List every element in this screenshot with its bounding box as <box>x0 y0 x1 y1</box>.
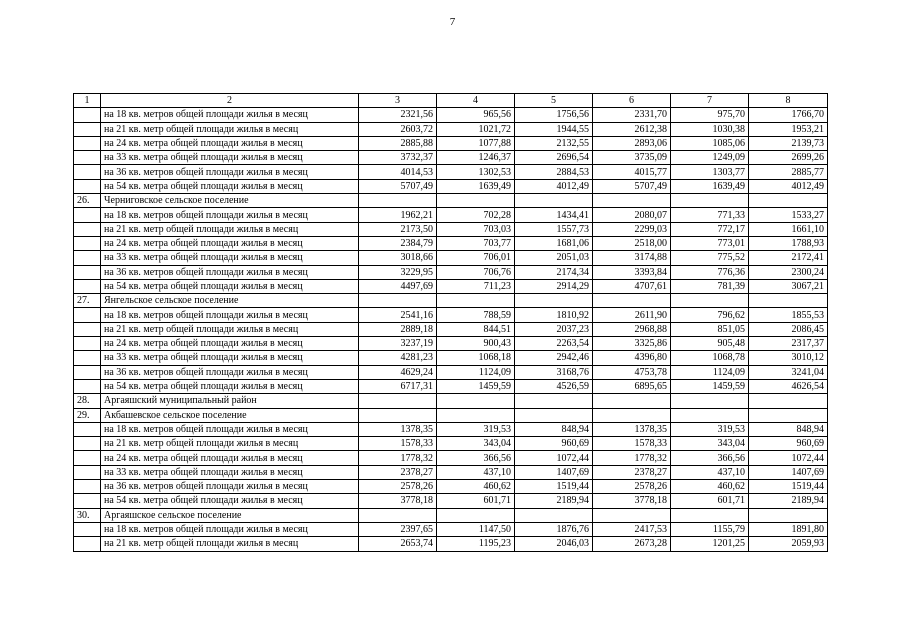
value-cell: 960,69 <box>515 437 593 451</box>
column-number: 4 <box>437 94 515 108</box>
value-cell: 703,77 <box>437 236 515 250</box>
value-cell: 4014,53 <box>359 165 437 179</box>
value-cell: 5707,49 <box>593 179 671 193</box>
row-label: на 33 кв. метра общей площади жилья в месяц <box>101 251 359 265</box>
row-number <box>74 222 101 236</box>
table-row <box>74 136 828 150</box>
table-row <box>74 437 828 451</box>
value-cell: 2578,26 <box>359 480 437 494</box>
section-title: Черниговское сельское поселение <box>101 194 359 208</box>
value-cell: 4012,49 <box>749 179 828 193</box>
value-cell: 3067,21 <box>749 279 828 293</box>
value-cell: 1756,56 <box>515 108 593 122</box>
value-cell: 2331,70 <box>593 108 671 122</box>
row-label: на 24 кв. метра общей площади жилья в месяц <box>101 136 359 150</box>
row-label: на 33 кв. метра общей площади жилья в месяц <box>101 465 359 479</box>
value-cell: 1072,44 <box>515 451 593 465</box>
value-cell: 851,05 <box>671 322 749 336</box>
value-cell: 1962,21 <box>359 208 437 222</box>
column-number: 7 <box>671 94 749 108</box>
value-cell <box>671 408 749 422</box>
row-number <box>74 236 101 250</box>
value-cell <box>593 394 671 408</box>
row-label: на 54 кв. метра общей площади жилья в месяц <box>101 494 359 508</box>
value-cell: 3174,88 <box>593 251 671 265</box>
table-row <box>74 265 828 279</box>
value-cell: 2541,16 <box>359 308 437 322</box>
value-cell: 1661,10 <box>749 222 828 236</box>
value-cell: 711,23 <box>437 279 515 293</box>
value-cell: 776,36 <box>671 265 749 279</box>
value-cell: 848,94 <box>749 422 828 436</box>
table-row <box>74 351 828 365</box>
value-cell: 1459,59 <box>671 379 749 393</box>
value-cell: 2611,90 <box>593 308 671 322</box>
table-row <box>74 379 828 393</box>
row-label: на 33 кв. метра общей площади жилья в месяц <box>101 351 359 365</box>
value-cell <box>593 194 671 208</box>
row-number <box>74 537 101 551</box>
row-label: на 54 кв. метра общей площади жилья в месяц <box>101 379 359 393</box>
value-cell: 3393,84 <box>593 265 671 279</box>
value-cell <box>749 408 828 422</box>
value-cell: 4396,80 <box>593 351 671 365</box>
value-cell <box>359 408 437 422</box>
value-cell: 1578,33 <box>593 437 671 451</box>
row-number <box>74 122 101 136</box>
value-cell: 437,10 <box>671 465 749 479</box>
value-cell: 1891,80 <box>749 522 828 536</box>
value-cell: 1195,23 <box>437 537 515 551</box>
value-cell: 4753,78 <box>593 365 671 379</box>
row-label: на 54 кв. метра общей площади жилья в месяц <box>101 179 359 193</box>
value-cell <box>359 394 437 408</box>
column-number-row <box>74 94 828 108</box>
value-cell <box>437 508 515 522</box>
row-number <box>74 179 101 193</box>
row-number: 27. <box>74 294 101 308</box>
value-cell: 3778,18 <box>359 494 437 508</box>
value-cell: 1533,27 <box>749 208 828 222</box>
value-cell: 3018,66 <box>359 251 437 265</box>
value-cell: 601,71 <box>437 494 515 508</box>
row-number <box>74 337 101 351</box>
row-number <box>74 322 101 336</box>
value-cell <box>437 194 515 208</box>
value-cell: 706,01 <box>437 251 515 265</box>
value-cell: 844,51 <box>437 322 515 336</box>
section-row <box>74 394 828 408</box>
table-row <box>74 108 828 122</box>
value-cell: 2321,56 <box>359 108 437 122</box>
value-cell: 2893,06 <box>593 136 671 150</box>
row-label: на 21 кв. метр общей площади жилья в месяц <box>101 222 359 236</box>
value-cell <box>749 294 828 308</box>
row-number: 28. <box>74 394 101 408</box>
value-cell: 1021,72 <box>437 122 515 136</box>
value-cell: 2189,94 <box>749 494 828 508</box>
value-cell: 2397,65 <box>359 522 437 536</box>
value-cell: 2417,53 <box>593 522 671 536</box>
value-cell: 1557,73 <box>515 222 593 236</box>
section-row <box>74 194 828 208</box>
value-cell: 1459,59 <box>437 379 515 393</box>
column-number: 8 <box>749 94 828 108</box>
value-cell <box>359 508 437 522</box>
value-cell: 2172,41 <box>749 251 828 265</box>
value-cell: 2885,88 <box>359 136 437 150</box>
table-row <box>74 465 828 479</box>
value-cell: 2139,73 <box>749 136 828 150</box>
value-cell: 900,43 <box>437 337 515 351</box>
value-cell <box>671 294 749 308</box>
value-cell: 775,52 <box>671 251 749 265</box>
row-number <box>74 437 101 451</box>
table-row <box>74 236 828 250</box>
value-cell: 1681,06 <box>515 236 593 250</box>
value-cell: 3735,09 <box>593 151 671 165</box>
section-row <box>74 508 828 522</box>
value-cell <box>515 508 593 522</box>
value-cell <box>515 408 593 422</box>
value-cell: 2317,37 <box>749 337 828 351</box>
value-cell: 319,53 <box>437 422 515 436</box>
value-cell: 2384,79 <box>359 236 437 250</box>
row-number <box>74 522 101 536</box>
value-cell: 366,56 <box>437 451 515 465</box>
row-label: на 54 кв. метра общей площади жилья в месяц <box>101 279 359 293</box>
value-cell: 772,17 <box>671 222 749 236</box>
section-title: Аргаяшское сельское поселение <box>101 508 359 522</box>
row-number <box>74 451 101 465</box>
value-cell: 4281,23 <box>359 351 437 365</box>
row-label: на 18 кв. метров общей площади жилья в месяц <box>101 308 359 322</box>
row-label: на 18 кв. метров общей площади жилья в месяц <box>101 522 359 536</box>
value-cell: 771,33 <box>671 208 749 222</box>
table-row <box>74 165 828 179</box>
value-cell: 1124,09 <box>437 365 515 379</box>
value-cell: 975,70 <box>671 108 749 122</box>
value-cell: 702,28 <box>437 208 515 222</box>
value-cell: 2080,07 <box>593 208 671 222</box>
row-label: на 18 кв. метров общей площади жилья в месяц <box>101 422 359 436</box>
value-cell: 706,76 <box>437 265 515 279</box>
row-label: на 21 кв. метр общей площади жилья в месяц <box>101 537 359 551</box>
value-cell: 1147,50 <box>437 522 515 536</box>
value-cell: 2914,29 <box>515 279 593 293</box>
value-cell: 965,56 <box>437 108 515 122</box>
value-cell: 4626,54 <box>749 379 828 393</box>
value-cell: 2132,55 <box>515 136 593 150</box>
value-cell: 2696,54 <box>515 151 593 165</box>
value-cell: 1124,09 <box>671 365 749 379</box>
table-row <box>74 322 828 336</box>
value-cell: 905,48 <box>671 337 749 351</box>
value-cell <box>437 408 515 422</box>
column-number: 2 <box>101 94 359 108</box>
value-cell: 319,53 <box>671 422 749 436</box>
row-label: на 24 кв. метра общей площади жилья в месяц <box>101 451 359 465</box>
row-label: на 33 кв. метра общей площади жилья в месяц <box>101 151 359 165</box>
row-label: на 24 кв. метра общей площади жилья в месяц <box>101 236 359 250</box>
value-cell: 781,39 <box>671 279 749 293</box>
value-cell: 3241,04 <box>749 365 828 379</box>
page-number: 7 <box>449 16 456 28</box>
value-cell: 2884,53 <box>515 165 593 179</box>
value-cell: 2300,24 <box>749 265 828 279</box>
table-row <box>74 451 828 465</box>
value-cell <box>437 394 515 408</box>
row-label: на 36 кв. метров общей площади жилья в месяц <box>101 265 359 279</box>
value-cell: 437,10 <box>437 465 515 479</box>
value-cell: 773,01 <box>671 236 749 250</box>
value-cell: 460,62 <box>437 480 515 494</box>
value-cell: 366,56 <box>671 451 749 465</box>
value-cell: 343,04 <box>671 437 749 451</box>
value-cell: 796,62 <box>671 308 749 322</box>
value-cell: 2699,26 <box>749 151 828 165</box>
value-cell: 1519,44 <box>515 480 593 494</box>
value-cell: 1407,69 <box>749 465 828 479</box>
value-cell: 1077,88 <box>437 136 515 150</box>
row-label: на 21 кв. метр общей площади жилья в месяц <box>101 437 359 451</box>
value-cell: 1788,93 <box>749 236 828 250</box>
value-cell: 1302,53 <box>437 165 515 179</box>
value-cell <box>671 394 749 408</box>
value-cell: 2942,46 <box>515 351 593 365</box>
value-cell: 1944,55 <box>515 122 593 136</box>
row-label: на 18 кв. метров общей площади жилья в месяц <box>101 208 359 222</box>
value-cell: 1201,25 <box>671 537 749 551</box>
table-row <box>74 122 828 136</box>
value-cell: 788,59 <box>437 308 515 322</box>
row-label: на 24 кв. метра общей площади жилья в месяц <box>101 337 359 351</box>
column-number: 5 <box>515 94 593 108</box>
section-title: Аргаяшский муниципальный район <box>101 394 359 408</box>
value-cell: 4012,49 <box>515 179 593 193</box>
tariff-table <box>73 93 828 552</box>
value-cell <box>593 294 671 308</box>
value-cell: 1303,77 <box>671 165 749 179</box>
row-number <box>74 279 101 293</box>
value-cell: 1639,49 <box>671 179 749 193</box>
value-cell: 1068,78 <box>671 351 749 365</box>
row-number <box>74 265 101 279</box>
value-cell: 2612,38 <box>593 122 671 136</box>
value-cell <box>593 508 671 522</box>
value-cell: 1855,53 <box>749 308 828 322</box>
value-cell: 4526,59 <box>515 379 593 393</box>
row-number <box>74 165 101 179</box>
row-number <box>74 308 101 322</box>
table-row <box>74 422 828 436</box>
row-number <box>74 379 101 393</box>
value-cell: 2378,27 <box>593 465 671 479</box>
row-number <box>74 136 101 150</box>
row-label: на 18 кв. метров общей площади жилья в месяц <box>101 108 359 122</box>
value-cell: 4015,77 <box>593 165 671 179</box>
value-cell <box>593 408 671 422</box>
value-cell: 1085,06 <box>671 136 749 150</box>
value-cell: 4629,24 <box>359 365 437 379</box>
section-title: Акбашевское сельское поселение <box>101 408 359 422</box>
row-label: на 36 кв. метров общей площади жилья в месяц <box>101 365 359 379</box>
value-cell <box>749 194 828 208</box>
value-cell <box>515 294 593 308</box>
value-cell: 2173,50 <box>359 222 437 236</box>
table-row <box>74 480 828 494</box>
row-number: 26. <box>74 194 101 208</box>
value-cell: 3010,12 <box>749 351 828 365</box>
table-row <box>74 308 828 322</box>
value-cell: 2299,03 <box>593 222 671 236</box>
table-row <box>74 222 828 236</box>
value-cell: 1810,92 <box>515 308 593 322</box>
row-number <box>74 465 101 479</box>
value-cell: 1378,35 <box>359 422 437 436</box>
value-cell: 2174,34 <box>515 265 593 279</box>
value-cell: 3325,86 <box>593 337 671 351</box>
row-number <box>74 208 101 222</box>
value-cell: 343,04 <box>437 437 515 451</box>
table-row <box>74 279 828 293</box>
table-row <box>74 522 828 536</box>
value-cell: 4707,61 <box>593 279 671 293</box>
row-number <box>74 351 101 365</box>
value-cell: 2578,26 <box>593 480 671 494</box>
value-cell: 2086,45 <box>749 322 828 336</box>
value-cell: 1766,70 <box>749 108 828 122</box>
table-row <box>74 365 828 379</box>
value-cell <box>359 294 437 308</box>
value-cell: 2189,94 <box>515 494 593 508</box>
section-row <box>74 294 828 308</box>
value-cell: 6717,31 <box>359 379 437 393</box>
value-cell: 1778,32 <box>359 451 437 465</box>
value-cell: 1068,18 <box>437 351 515 365</box>
row-number <box>74 365 101 379</box>
value-cell: 3229,95 <box>359 265 437 279</box>
section-title: Янгельское сельское поселение <box>101 294 359 308</box>
value-cell <box>749 508 828 522</box>
section-row <box>74 408 828 422</box>
value-cell: 2059,93 <box>749 537 828 551</box>
value-cell: 3168,76 <box>515 365 593 379</box>
value-cell <box>515 394 593 408</box>
column-number: 3 <box>359 94 437 108</box>
value-cell: 1519,44 <box>749 480 828 494</box>
value-cell: 3778,18 <box>593 494 671 508</box>
row-number: 30. <box>74 508 101 522</box>
row-label: на 36 кв. метров общей площади жилья в месяц <box>101 480 359 494</box>
value-cell: 3237,19 <box>359 337 437 351</box>
value-cell: 1434,41 <box>515 208 593 222</box>
value-cell: 2037,23 <box>515 322 593 336</box>
value-cell: 3732,37 <box>359 151 437 165</box>
value-cell: 2518,00 <box>593 236 671 250</box>
value-cell: 2968,88 <box>593 322 671 336</box>
value-cell <box>749 394 828 408</box>
value-cell: 2603,72 <box>359 122 437 136</box>
value-cell: 848,94 <box>515 422 593 436</box>
value-cell <box>437 294 515 308</box>
value-cell: 1578,33 <box>359 437 437 451</box>
value-cell: 2889,18 <box>359 322 437 336</box>
value-cell: 1249,09 <box>671 151 749 165</box>
row-number <box>74 251 101 265</box>
value-cell: 1639,49 <box>437 179 515 193</box>
value-cell: 1072,44 <box>749 451 828 465</box>
column-number: 1 <box>74 94 101 108</box>
table-row <box>74 494 828 508</box>
value-cell: 960,69 <box>749 437 828 451</box>
row-number: 29. <box>74 408 101 422</box>
table-row <box>74 251 828 265</box>
value-cell: 1407,69 <box>515 465 593 479</box>
row-number <box>74 108 101 122</box>
value-cell: 6895,65 <box>593 379 671 393</box>
value-cell: 2378,27 <box>359 465 437 479</box>
value-cell <box>359 194 437 208</box>
value-cell: 1953,21 <box>749 122 828 136</box>
value-cell: 460,62 <box>671 480 749 494</box>
table-row <box>74 151 828 165</box>
row-label: на 21 кв. метр общей площади жилья в месяц <box>101 322 359 336</box>
row-label: на 36 кв. метров общей площади жилья в месяц <box>101 165 359 179</box>
value-cell: 5707,49 <box>359 179 437 193</box>
value-cell: 601,71 <box>671 494 749 508</box>
value-cell <box>515 194 593 208</box>
table-row <box>74 537 828 551</box>
row-label: на 21 кв. метр общей площади жилья в месяц <box>101 122 359 136</box>
value-cell: 1778,32 <box>593 451 671 465</box>
value-cell: 2673,28 <box>593 537 671 551</box>
value-cell: 1378,35 <box>593 422 671 436</box>
value-cell: 703,03 <box>437 222 515 236</box>
row-number <box>74 480 101 494</box>
table-row <box>74 208 828 222</box>
value-cell: 1030,38 <box>671 122 749 136</box>
table-row <box>74 337 828 351</box>
value-cell: 2885,77 <box>749 165 828 179</box>
value-cell: 2263,54 <box>515 337 593 351</box>
value-cell: 2051,03 <box>515 251 593 265</box>
value-cell: 1246,37 <box>437 151 515 165</box>
value-cell: 1155,79 <box>671 522 749 536</box>
value-cell: 1876,76 <box>515 522 593 536</box>
column-number: 6 <box>593 94 671 108</box>
table-row <box>74 179 828 193</box>
value-cell: 2046,03 <box>515 537 593 551</box>
row-number <box>74 151 101 165</box>
value-cell: 2653,74 <box>359 537 437 551</box>
row-number <box>74 422 101 436</box>
value-cell <box>671 508 749 522</box>
value-cell <box>671 194 749 208</box>
value-cell: 4497,69 <box>359 279 437 293</box>
row-number <box>74 494 101 508</box>
